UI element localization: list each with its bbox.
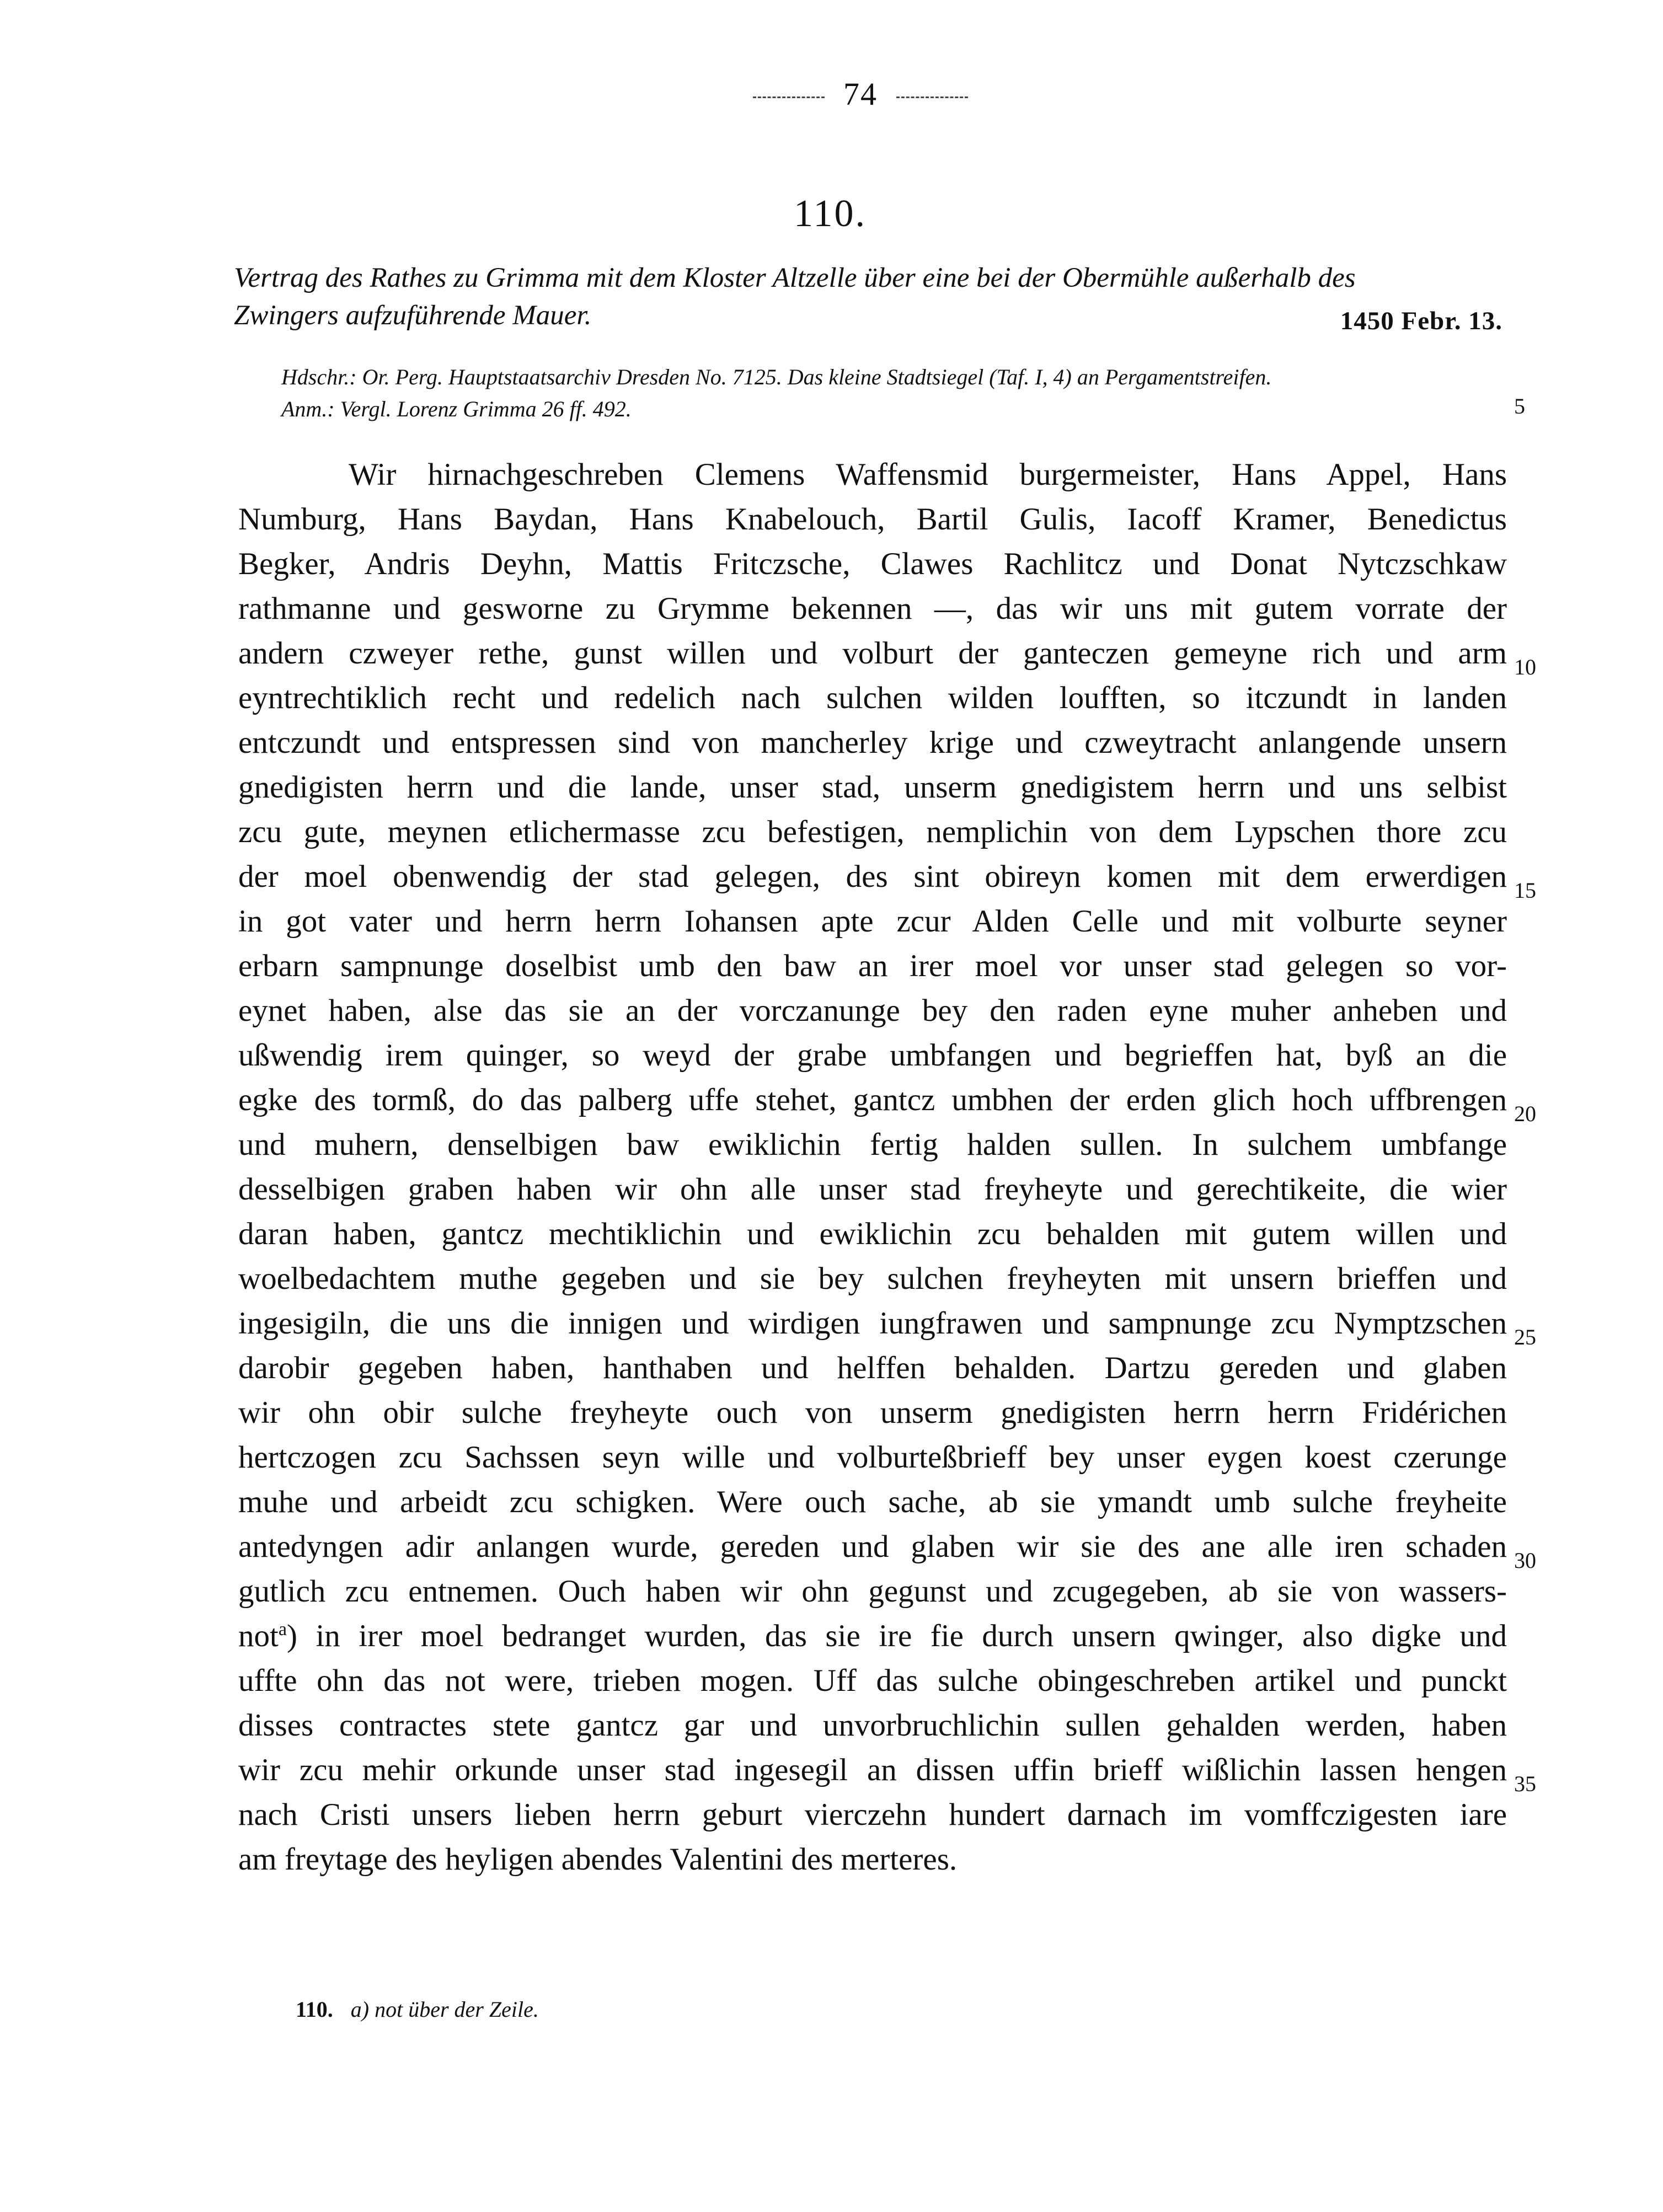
body-line: muhe und arbeidt zcu schigken. Were ouch sache, ab sie ymandt umb sulche freyheite <box>238 1485 1507 1519</box>
margin-line-number: 15 <box>1514 878 1536 903</box>
source-line-2: Anm.: Vergl. Lorenz Grimma 26 ff. 492. <box>281 397 632 421</box>
source-line-1: Hdschr.: Or. Perg. Hauptstaatsarchiv Dresden No. 7125. Das kleine Stadtsiegel (Taf. I, 4) an Pergamentstreifen. <box>281 365 1272 389</box>
body-line: nach Cristi unsers lieben herrn geburt vierczehn hundert darnach im vomffczigesten iare <box>238 1797 1507 1832</box>
body-line: woelbedachtem muthe gegeben und sie bey sulchen freyheyten mit unsern brieffen und <box>238 1261 1507 1296</box>
body-line: wir ohn obir sulche freyheyte ouch von unserm gnedigisten herrn herrn Fridérichen <box>238 1395 1507 1430</box>
body-line: egke des tormß, do das palberg uffe stehet, gantcz umbhen der erden glich hoch uffbrengen <box>238 1083 1507 1117</box>
footnote <box>296 1996 1068 2022</box>
body-line: ingesigiln, die uns die innigen und wirdigen iungfrawen und sampnunge zcu Nymptzschen <box>238 1306 1507 1341</box>
running-head <box>717 74 1004 113</box>
body-line: und muhern, denselbigen baw ewiklichin fertig halden sullen. In sulchem umbfange <box>238 1127 1507 1162</box>
margin-line-number: 35 <box>1514 1771 1536 1796</box>
margin-line-number: 30 <box>1514 1548 1536 1573</box>
body-line: disses contractes stete gantcz gar und unvorbruchlichin sullen gehalden werden, haben <box>238 1708 1507 1743</box>
body-line: der moel obenwendig der stad gelegen, des sint obireyn komen mit dem erwerdigen <box>238 859 1507 894</box>
body-line: andern czweyer rethe, gunst willen und volburt der ganteczen gemeyne rich und arm <box>238 636 1507 671</box>
body-line: gnedigisten herrn und die lande, unser stad, unserm gnedigistem herrn und uns selbist <box>238 770 1507 805</box>
margin-line-number: 10 <box>1514 655 1536 679</box>
title-line-2: Zwingers aufzuführende Mauer. <box>234 300 592 331</box>
decorative-rule-left <box>753 97 825 98</box>
margin-line-number: 20 <box>1514 1101 1536 1126</box>
body-line: rathmanne und gesworne zu Grymme bekennen —, das wir uns mit gutem vorrate der <box>238 591 1507 626</box>
body-line: am freytage des heyligen abendes Valentini des merteres. <box>238 1842 958 1877</box>
body-line-rest: ) in irer moel bedranget wurden, das sie ire fie durch unsern qwinger, also digke und <box>287 1619 1507 1653</box>
footnote-number: 110. <box>296 1997 333 2022</box>
document-title <box>234 259 1502 334</box>
body-line: uffte ohn das not were, trieben mogen. Uff das sulche obingeschreben artikel und punckt <box>238 1663 1507 1698</box>
body-line: ußwendig irem quinger, so weyd der grabe umbfangen und begrieffen hat, byß an die <box>238 1038 1507 1073</box>
title-line-1: Vertrag des Rathes zu Grimma mit dem Kloster Altzelle über eine bei der Obermühle außerhalb des <box>234 263 1356 293</box>
body-line: gutlich zcu entnemen. Ouch haben wir ohn gegunst und zcugegeben, ab sie von wassers- <box>238 1574 1507 1609</box>
margin-line-number: 25 <box>1514 1325 1536 1349</box>
footnote-reference <box>238 1619 1507 1653</box>
document-date: 1450 Febr. 13. <box>1340 307 1502 335</box>
margin-line-number: 5 <box>1514 394 1525 419</box>
body-text <box>238 452 1507 1882</box>
body-line: Begker, Andris Deyhn, Mattis Fritczsche, Clawes Rachlitcz und Donat Nytczschkaw <box>238 547 1507 581</box>
body-line: wir zcu mehir orkunde unser stad ingesegil an dissen uffin brieff wißlichin lassen hengen <box>238 1753 1507 1787</box>
body-line: daran haben, gantcz mechtiklichin und ewiklichin zcu behalden mit gutem willen und <box>238 1217 1507 1251</box>
body-line: Wir hirnachgeschreben Clemens Waffensmid burgermeister, Hans Appel, Hans <box>349 457 1507 492</box>
body-line: zcu gute, meynen etlichermasse zcu befestigen, nemplichin von dem Lypschen thore zcu <box>238 815 1507 849</box>
body-line: antedyngen adir anlangen wurde, gereden und glaben wir sie des ane alle iren schaden <box>238 1529 1507 1564</box>
source-notes <box>281 361 1503 425</box>
body-line: eynet haben, alse das sie an der vorczanunge bey den raden eyne muher anheben und <box>238 993 1507 1028</box>
body-line: eyntrechtiklich recht und redelich nach sulchen wilden loufften, so itczundt in landen <box>238 681 1507 715</box>
body-line: desselbigen graben haben wir ohn alle unser stad freyheyte und gerechtikeite, die wier <box>238 1172 1507 1207</box>
body-line-start: not <box>238 1619 279 1653</box>
body-line: darobir gegeben haben, hanthaben und helffen behalden. Dartzu gereden und glaben <box>238 1351 1507 1385</box>
title-line-2-wrap <box>234 297 1502 334</box>
body-line: erbarn sampnunge doselbist umb den baw an irer moel vor unser stad gelegen so vor- <box>238 949 1507 983</box>
body-line: Numburg, Hans Baydan, Hans Knabelouch, Bartil Gulis, Iacoff Kramer, Benedictus <box>238 502 1507 537</box>
footnote-marker: a <box>278 1619 287 1640</box>
document-number: 110. <box>794 192 867 235</box>
body-line-with-footnote <box>238 1614 1507 1658</box>
body-line: hertczogen zcu Sachssen seyn wille und volburteßbrieff bey unser eygen koest czerunge <box>238 1440 1507 1475</box>
body-line: entczundt und entspressen sind von mancherley krige und czweytracht anlangende unsern <box>238 725 1507 760</box>
page-number: 74 <box>843 76 878 112</box>
body-line: in got vater und herrn herrn Iohansen apte zcur Alden Celle und mit volburte seyner <box>238 904 1507 939</box>
decorative-rule-right <box>896 97 968 98</box>
footnote-text: a) not über der Zeile. <box>350 1997 539 2022</box>
